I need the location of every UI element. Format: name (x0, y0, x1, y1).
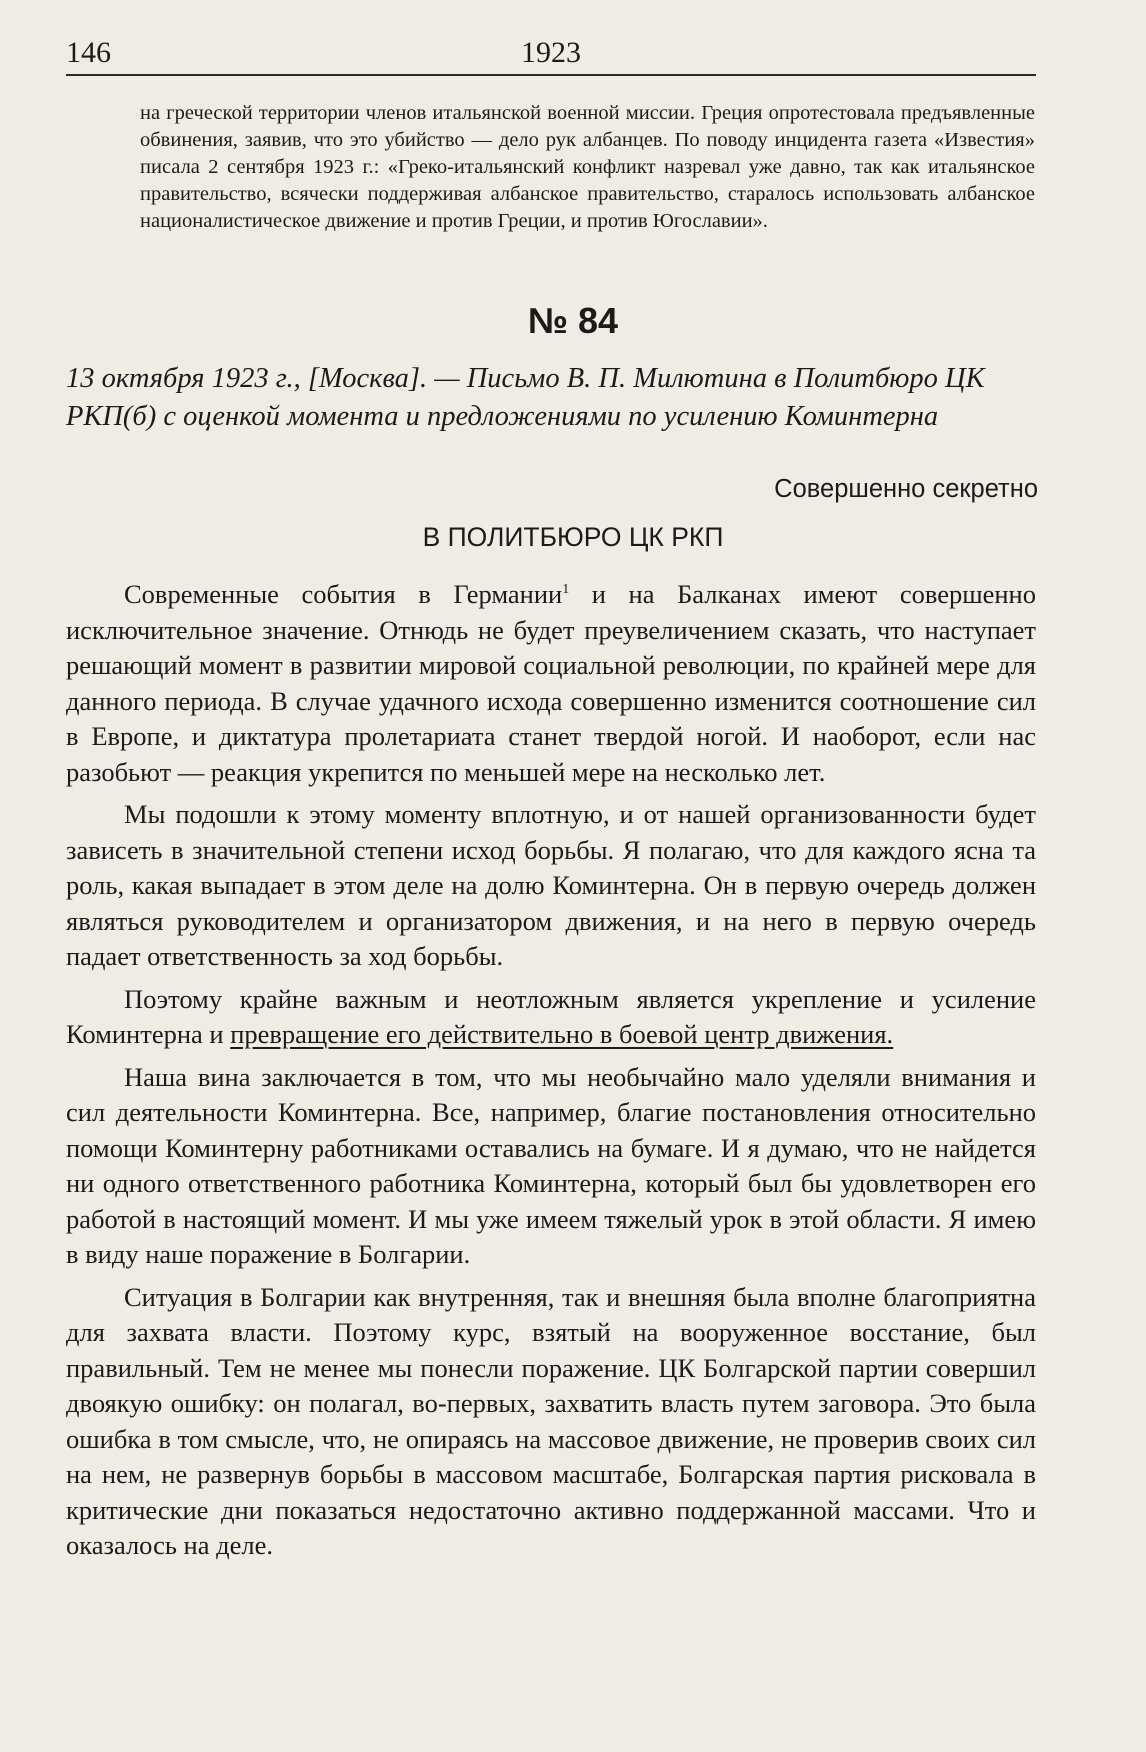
document-heading-line-1: 13 октября 1923 г., [Москва]. — Письмо В. П. Милютина в Политбюро ЦК (66, 363, 985, 394)
document-heading (66, 360, 1036, 436)
intro-note-text: на греческой территории членов итальянской военной миссии. Греция опротестовала предъявленные обвинения, заявив, что это убийство — дело рук албанцев. По поводу инцидента газета «Известия» писала 2 сентября 1923 г.: «Греко-итальянский конфликт назревал уже давно, так как итальянское правительство, всячески поддерживая албанское правительство, старалось использовать албанское националистическое движение и против Греции, и против Югославии». (140, 102, 1035, 232)
paragraph-2: Мы подошли к этому моменту вплотную, и от нашей организованности будет зависеть в значительной степени исход борьбы. Я полагаю, что для каждого ясна та роль, какая выпадает в этом деле на долю Коминтерна. Он в первую очередь должен являться руководителем и организатором движения, и на него в первую очередь падает ответственность за ход борьбы. (66, 799, 1036, 971)
classification-stamp: Совершенно секретно (774, 475, 1038, 503)
paragraph-1 (66, 577, 1036, 790)
document-number: № 84 (527, 300, 619, 341)
addressee: В ПОЛИТБЮРО ЦК РКП (422, 522, 724, 552)
paragraph-3 (66, 982, 1036, 1053)
paragraph-4: Наша вина заключается в том, что мы необычайно мало уделяли внимания и сил деятельности Коминтерна. Все, например, благие постановления относительно помощи Коминтерну работниками оставались на бумаге. И я думаю, что не найдется ни одного ответственного работника Коминтерна, который был бы удовлетворен его работой в настоящий момент. И мы уже имеем тяжелый урок в этой области. Я имею в виду наше поражение в Болгарии. (66, 1061, 1036, 1269)
paragraph-3-start: Поэтому крайне важным и неотложным является укрепление и усиление Коминтерна и (66, 983, 1036, 1049)
footnote-marker: 1 (562, 582, 570, 598)
paragraph-1-rest: и на Балканах имеют совершенно исключительное значение. Отнюдь не будет преувеличением сказать, что наступает решающий момент в развитии мировой социальной революции, по крайней мере для данного периода. В случае удачного исхода совершенно изменится соотношение сил в Европе, и диктатура пролетариата станет твердой ногой. И наоборот, если нас разобьют — реакция укрепится по меньшей мере на несколько лет. (66, 579, 1036, 787)
header-rule (66, 74, 1036, 76)
running-title-year: 1923 (521, 36, 581, 69)
paragraph-3-underlined: превращение его действительно в боевой центр движения. (230, 1019, 894, 1049)
running-header (66, 30, 1036, 76)
intro-note (140, 100, 1035, 235)
page-number: 146 (66, 36, 111, 69)
paragraph-5: Ситуация в Болгарии как внутренняя, так и внешняя была вполне благоприятна для захвата власти. Поэтому курс, взятый на вооруженное восстание, был правильный. Тем не менее мы понесли поражение. ЦК Болгарской партии совершил двоякую ошибку: он полагал, во-первых, захватить власть путем заговора. Это была ошибка в том смысле, что, не опираясь на массовое движение, не проверив своих сил на нем, не развернув борьбы в массовом масштабе, Болгарская партия рисковала в критические дни показаться недостаточно активно поддержанной массами. Что и оказалось на деле. (66, 1281, 1036, 1560)
paragraph-1-start: Современные события в Германии (124, 579, 563, 609)
document-heading-line-2: РКП(б) с оценкой момента и предложениями по усилению Коминтерна (66, 401, 939, 432)
letter-body (66, 577, 1036, 1571)
